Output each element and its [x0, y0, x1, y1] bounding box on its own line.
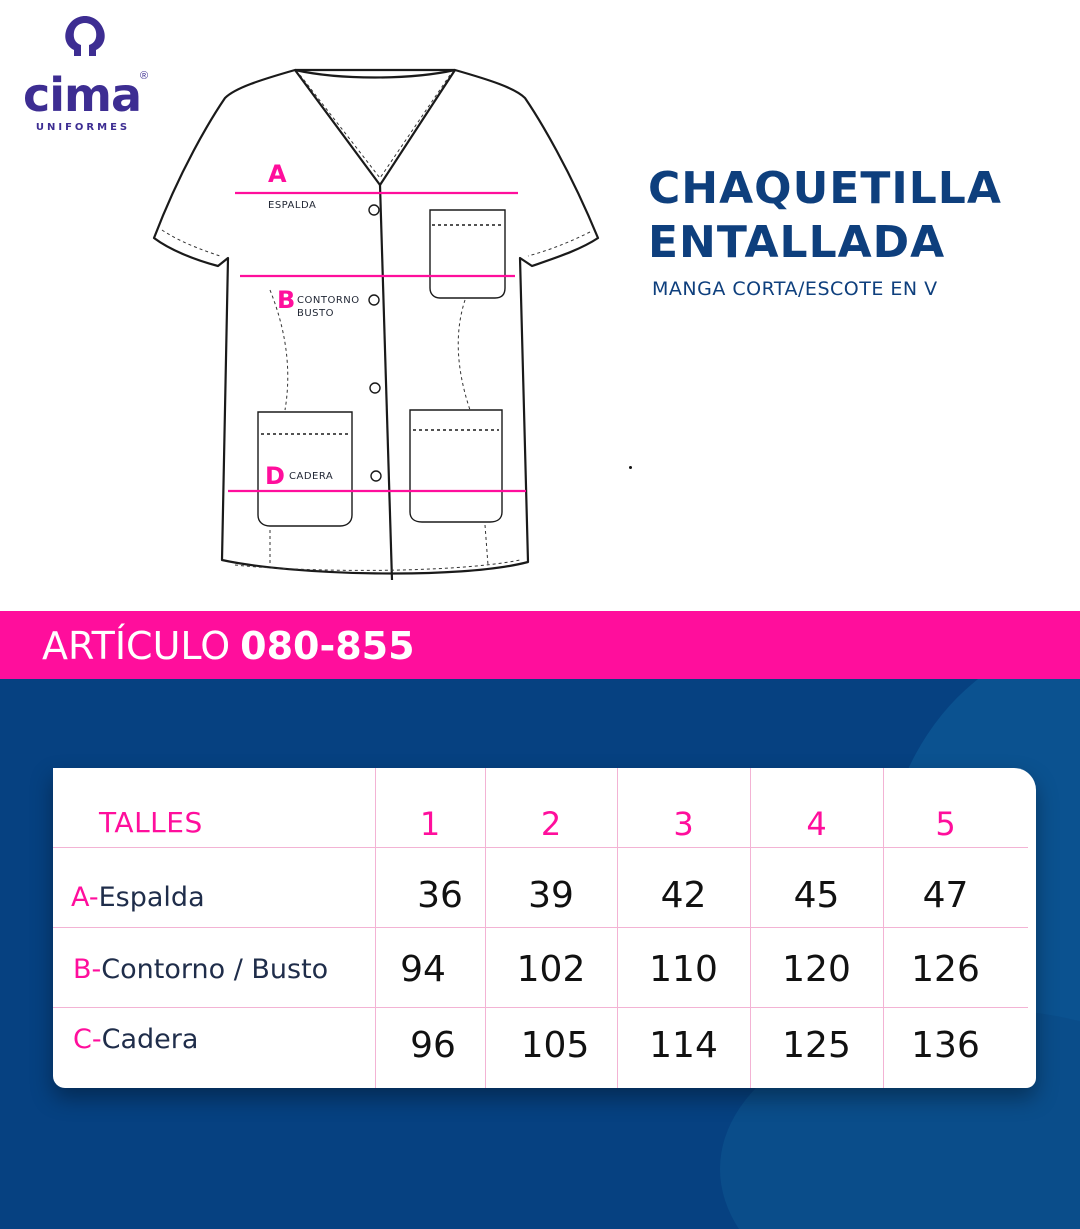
row-prefix: C- — [73, 1024, 102, 1055]
shirt-outline-icon — [140, 60, 620, 590]
table-cell: 42 — [660, 875, 707, 916]
measure-b-label-line1: CONTORNO — [297, 295, 360, 306]
measure-a-label: ESPALDA — [268, 200, 317, 211]
table-cell: 96 — [410, 1025, 456, 1066]
stray-dot — [629, 466, 632, 469]
table-cell: 136 — [911, 1025, 980, 1066]
table-cell: 39 — [528, 875, 574, 916]
row-name: Cadera — [101, 1024, 199, 1055]
measure-b-label-line2: BUSTO — [297, 308, 335, 319]
table-cell: 36 — [417, 875, 463, 916]
measure-d-letter: D — [265, 462, 285, 490]
brand-logo — [22, 12, 152, 133]
brand-tagline: UNIFORMES — [35, 122, 131, 133]
table-cell: 110 — [649, 949, 718, 990]
table-cell: 45 — [793, 875, 840, 916]
row-name: Contorno / Busto — [101, 954, 329, 985]
row-prefix: A- — [71, 882, 99, 913]
registered-mark: ® — [140, 70, 149, 82]
logo-omega-icon — [60, 12, 110, 62]
brand-name: cima — [22, 68, 141, 122]
article-label: ARTÍCULO — [42, 624, 231, 668]
size-header: 3 — [673, 805, 694, 843]
product-title-line1: CHAQUETILLA — [648, 163, 1002, 214]
product-title — [648, 162, 1002, 270]
product-title-line2: ENTALLADA — [648, 217, 946, 268]
row-name: Espalda — [98, 882, 205, 913]
table-cell: 120 — [782, 949, 851, 990]
size-header: 4 — [806, 805, 827, 843]
table-header-label: TALLES — [99, 806, 203, 839]
table-cell: 47 — [922, 875, 969, 916]
measure-b-letter: B — [277, 286, 296, 314]
table-divider — [53, 927, 1028, 928]
row-label-cadera — [73, 1024, 198, 1055]
size-header: 1 — [419, 805, 441, 843]
row-label-espalda — [71, 882, 205, 913]
size-header: 2 — [540, 805, 562, 843]
table-cell: 126 — [911, 949, 980, 990]
table-cell: 125 — [782, 1025, 851, 1066]
measure-d-label: CADERA — [289, 471, 334, 482]
table-divider — [53, 847, 1028, 848]
table-divider — [53, 1007, 1028, 1008]
size-table — [53, 768, 1036, 1088]
article-code: 080-855 — [240, 624, 415, 668]
product-subtitle: MANGA CORTA/ESCOTE EN V — [652, 278, 938, 300]
row-prefix: B- — [73, 954, 102, 985]
table-cell: 102 — [516, 949, 586, 990]
table-cell: 94 — [400, 949, 446, 990]
measure-a-letter: A — [268, 160, 287, 188]
garment-drawing — [140, 60, 620, 590]
article-heading — [42, 624, 415, 668]
row-label-contorno-busto — [73, 954, 328, 985]
size-header: 5 — [935, 805, 956, 843]
table-cell: 105 — [520, 1025, 590, 1066]
table-cell: 114 — [649, 1025, 718, 1066]
